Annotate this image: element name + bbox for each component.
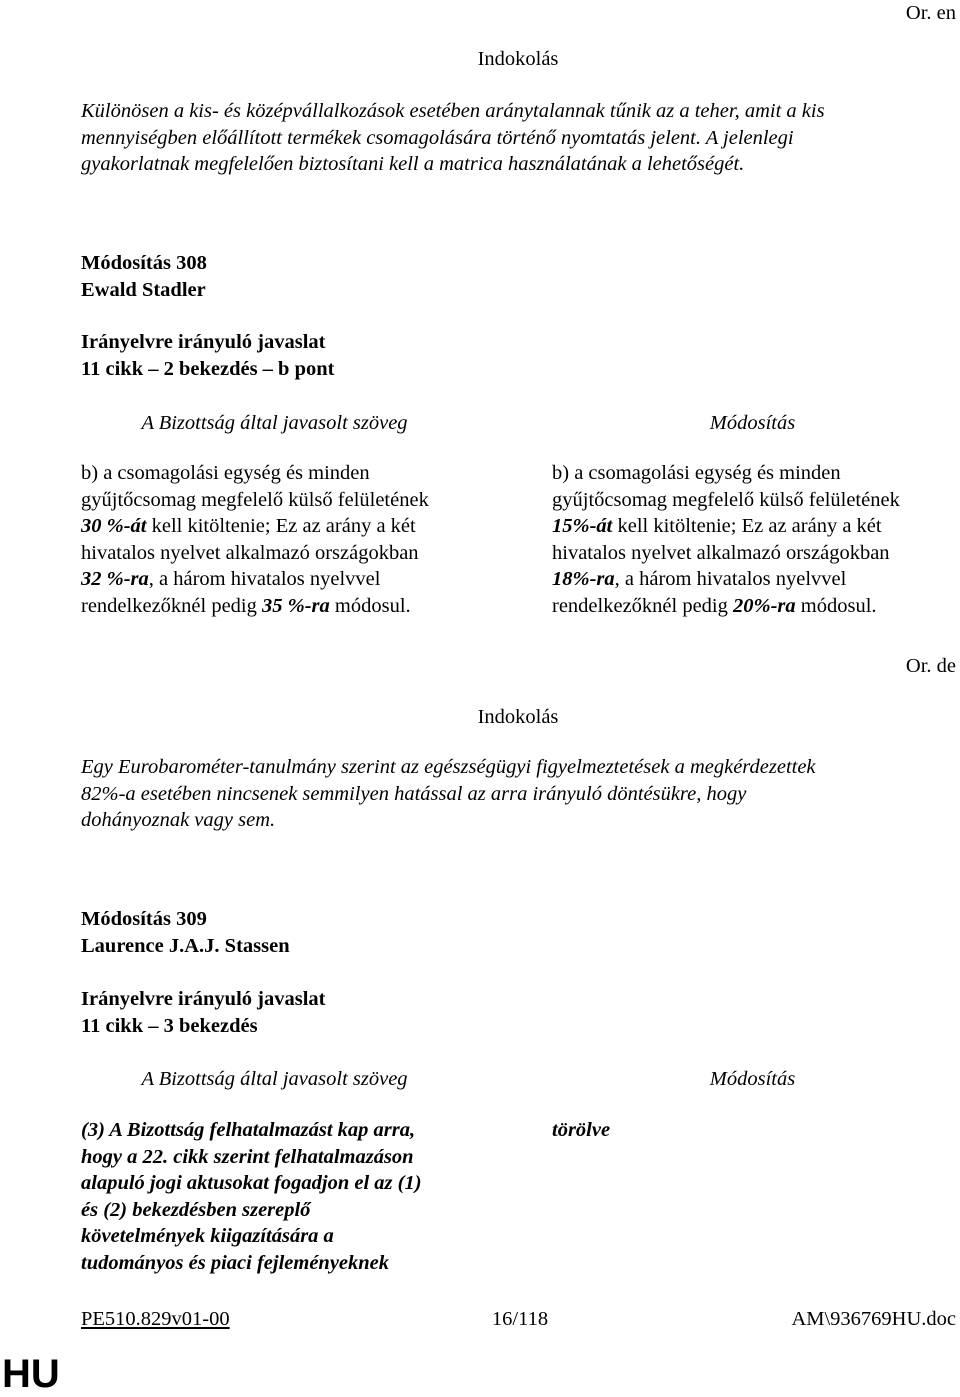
- justification-text: [81, 754, 816, 834]
- justification-line: mennyiségben előállított termékek csomagolására történő nyomtatás jelent. A jelenlegi: [81, 126, 794, 149]
- text-line: hivatalos nyelvet alkalmazó országokban: [552, 541, 890, 564]
- changed-value: 18%-ra: [552, 568, 615, 590]
- text-fragment: kell kitöltenie; Ez az arány a két: [146, 515, 416, 537]
- column-header-commission: A Bizottság által javasolt szöveg: [141, 412, 408, 434]
- changed-value: 15%-át: [552, 515, 613, 537]
- text-line: b) a csomagolási egység és minden: [81, 462, 370, 484]
- text-fragment: , a három hivatalos nyelvvel: [614, 568, 847, 590]
- text-fragment: rendelkezőknél pedig: [552, 594, 734, 617]
- text-line: hogy a 22. cikk szerint felhatalmazáson: [81, 1145, 414, 1168]
- text-line: (3) A Bizottság felhatalmazást kap arra,: [81, 1119, 416, 1141]
- text-fragment: kell kitöltenie; Ez az arány a két: [612, 515, 882, 537]
- amendment-target: [81, 329, 334, 382]
- text-line: és (2) bekezdésben szereplő: [81, 1198, 311, 1221]
- changed-value: 32 %-ra: [81, 568, 149, 590]
- text-line: [81, 566, 429, 593]
- amendment-header: [81, 906, 290, 959]
- proposal-title: Irányelvre irányuló javaslat: [81, 988, 326, 1010]
- amendment-header: [81, 250, 207, 303]
- text-line: követelmények kiigazítására a: [81, 1225, 334, 1247]
- text-line: gyűjtőcsomag megfelelő külső felületének: [552, 488, 900, 511]
- text-line: gyűjtőcsomag megfelelő külső felületének: [81, 488, 429, 511]
- justification-title: Indokolás: [477, 48, 559, 70]
- proposal-title: Irányelvre irányuló javaslat: [81, 331, 326, 353]
- justification-line: gyakorlatnak megfelelően biztosítani kell a matrica használatának a lehetőségét.: [81, 153, 745, 175]
- original-language-tag: Or. en: [905, 2, 956, 24]
- text-line: hivatalos nyelvet alkalmazó országokban: [81, 541, 419, 564]
- original-language-tag: Or. de: [905, 655, 956, 677]
- footer-page-number: 16/118: [491, 1308, 549, 1330]
- amendment-author: Ewald Stadler: [81, 278, 206, 301]
- amendment-number: Módosítás 308: [81, 252, 207, 274]
- amendment-target: [81, 986, 325, 1039]
- column-header-amendment: Módosítás: [709, 412, 796, 434]
- commission-text: [81, 460, 429, 619]
- text-fragment: rendelkezőknél pedig: [81, 594, 263, 617]
- article-reference: 11 cikk – 2 bekezdés – b pont: [81, 357, 335, 380]
- changed-value: 35 %-ra: [262, 594, 330, 617]
- text-fragment: , a három hivatalos nyelvvel: [148, 568, 381, 590]
- column-header-amendment: Módosítás: [709, 1068, 796, 1090]
- text-line: [552, 593, 900, 620]
- justification-line: Egy Eurobarométer-tanulmány szerint az egészségügyi figyelmeztetések a megkérdezettek: [81, 756, 816, 778]
- text-line: b) a csomagolási egység és minden: [552, 462, 841, 484]
- justification-line: Különösen a kis- és középvállalkozások esetében aránytalannak tűnik az a teher, amit a kis: [81, 100, 825, 122]
- article-reference: 11 cikk – 3 bekezdés: [81, 1014, 258, 1037]
- deleted-marker: törölve: [552, 1119, 611, 1141]
- amended-text: [552, 460, 900, 619]
- text-line: alapuló jogi aktusokat fogadjon el az (1): [81, 1172, 422, 1194]
- changed-value: 30 %-át: [81, 515, 147, 537]
- text-line: [552, 566, 900, 593]
- amendment-number: Módosítás 309: [81, 908, 207, 930]
- text-line: [552, 513, 900, 540]
- justification-line: dohányoznak vagy sem.: [81, 809, 276, 831]
- footer-document-ref: PE510.829v01-00: [81, 1308, 230, 1330]
- language-badge: HU: [2, 1352, 60, 1396]
- footer-file-name: AM\936769HU.doc: [791, 1308, 956, 1330]
- justification-text: [81, 98, 825, 178]
- text-line: [81, 513, 429, 540]
- column-header-commission: A Bizottság által javasolt szöveg: [141, 1068, 408, 1090]
- justification-title: Indokolás: [477, 706, 559, 728]
- text-line: [81, 593, 429, 620]
- text-line: tudományos és piaci fejleményeknek: [81, 1251, 390, 1274]
- commission-text: [81, 1117, 422, 1276]
- justification-line: 82%-a esetében nincsenek semmilyen hatással az arra irányuló döntésükre, hogy: [81, 782, 747, 805]
- changed-value: 20%-ra: [733, 594, 796, 617]
- text-fragment: módosul.: [329, 594, 411, 617]
- text-fragment: módosul.: [795, 594, 877, 617]
- amendment-author: Laurence J.A.J. Stassen: [81, 934, 290, 957]
